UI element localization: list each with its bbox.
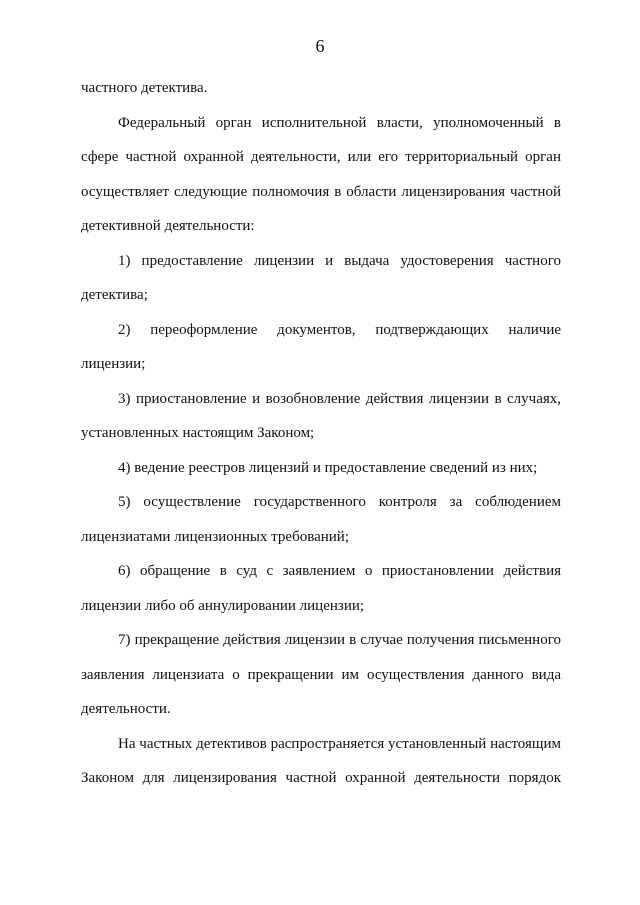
list-item-3: 3) приостановление и возобновление действия лицензии в случаях, установленных настоящим Законом; [81, 390, 561, 441]
paragraph-continuation: частного детектива. [81, 80, 208, 96]
list-item-7: 7) прекращение действия лицензии в случае получения письменного заявления лицензиата о прекращении им осуществления данного вида деятельности. [81, 632, 561, 717]
paragraph-detectives-procedure: На частных детективов распространяется установленный настоящим Законом для лицензирования частной охранной деятельности порядок [81, 735, 561, 786]
list-item-2: 2) переоформление документов, подтверждающих наличие лицензии; [81, 321, 561, 372]
list-item-4: 4) ведение реестров лицензий и предоставление сведений из них; [118, 459, 538, 476]
page-number: 6 [315, 36, 325, 56]
list-item-5: 5) осуществление государственного контроля за соблюдением лицензиатами лицензионных требований; [81, 494, 561, 545]
document-body [81, 71, 561, 796]
paragraph-authority-powers: Федеральный орган исполнительной власти, уполномоченный в сфере частной охранной деятельности, или его территориальный орган осуществляет следующие полномочия в области лицензирования частной детективной деятельности: [81, 114, 561, 234]
list-item-1: 1) предоставление лицензии и выдача удостоверения частного детектива; [81, 252, 561, 303]
list-item-6: 6) обращение в суд с заявлением о приостановлении действия лицензии либо об аннулировании лицензии; [81, 563, 561, 614]
